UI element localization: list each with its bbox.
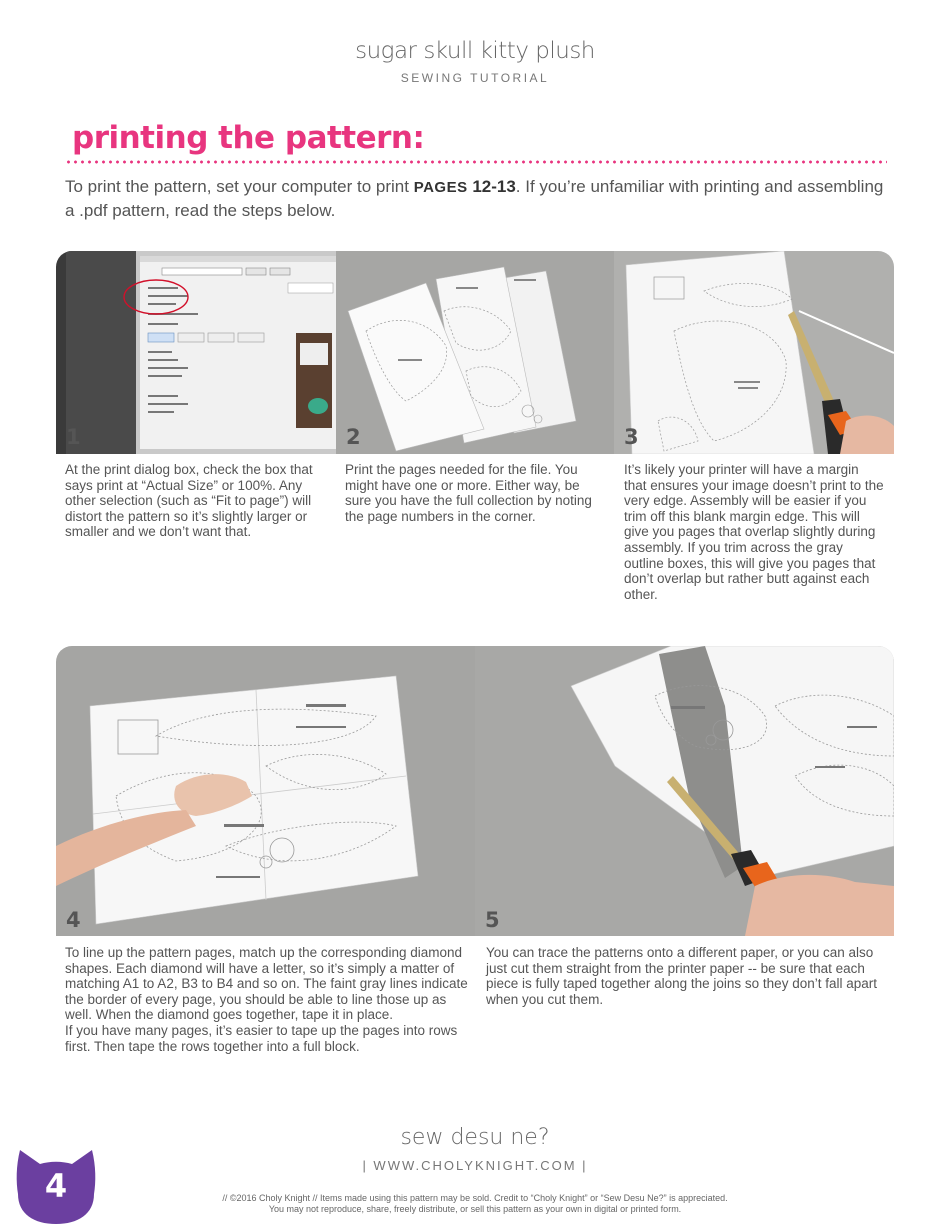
step-5-number: 5 <box>485 908 500 932</box>
photo-row-steps-4-5 <box>56 646 894 936</box>
step-4-caption <box>65 945 470 1054</box>
step-4-caption-text: To line up the pattern pages, match up the corresponding diamond shapes. Each diamond will have a letter, so it’s simply a matter of matching A1 to A2, B3 to B4 and so on. The faint gray lines indicate the border of every page, you should be able to line those up as well. When the diamond goes together, tape it in place. <box>65 945 468 1023</box>
step-4-number: 4 <box>66 908 81 932</box>
trimming-margin-illustration <box>614 251 894 454</box>
footer-url[interactable]: | WWW.CHOLYKNIGHT.COM | <box>362 1158 588 1173</box>
section-title: printing the pattern: <box>72 120 425 156</box>
page-number: 4 <box>44 1167 68 1205</box>
footer-brand: sew desu ne? <box>400 1125 550 1150</box>
step-5-caption: You can trace the patterns onto a different paper, or you can also just cut them straight from the printer paper -- be sure that each piece is fully taped together along the joins so they don’t fall apart when you cut them. <box>486 945 877 1007</box>
intro-paragraph <box>65 175 885 222</box>
step-4-caption-text-2: If you have many pages, it’s easier to tape up the pages into rows first. Then tape the rows together into a full block. <box>65 1022 458 1054</box>
document-title: sugar skull kitty plush <box>355 38 595 64</box>
step-1-number: 1 <box>66 425 81 449</box>
intro-text-after: . If you’re unfamiliar with printing and assembling a .pdf pattern, read the steps below. <box>65 177 884 220</box>
taping-pages-illustration <box>56 646 475 936</box>
print-dialog-illustration <box>56 251 336 454</box>
step-1-caption: At the print dialog box, check the box that says print at “Actual Size” or 100%. Any other selection (such as “Fit to page”) will distort the pattern so it’s slightly larger or smaller and we don’t want that. <box>65 462 313 540</box>
printed-pages-illustration <box>336 251 614 454</box>
step-3-number: 3 <box>624 425 639 449</box>
copyright-line-2: You may not reproduce, share, freely distribute, or sell this pattern as your own in digital or printed form. <box>268 1204 682 1214</box>
footer-copyright <box>0 1193 950 1215</box>
step-3-photo <box>614 251 894 454</box>
step-2-photo <box>336 251 614 454</box>
step-3-caption: It’s likely your printer will have a margin that ensures your image doesn’t print to the very edge. Assembly will be easier if you trim off this blank margin edge. This will give you pages that overlap slightly during assembly. If you trim across the gray outline boxes, this will give you pages that don’t overlap but rather butt against each other. <box>624 462 884 602</box>
document-subtitle: SEWING TUTORIAL <box>400 71 550 85</box>
dotted-divider <box>65 160 887 164</box>
intro-pages-label: PAGES <box>413 179 468 196</box>
step-1-photo <box>56 251 336 454</box>
step-4-photo <box>56 646 475 936</box>
step-5-photo <box>475 646 894 936</box>
step-2-caption: Print the pages needed for the file. You might have one or more. Either way, be sure you have the full collection by noting the page numbers in the corner. <box>345 462 592 524</box>
copyright-line-1: // ©2016 Choly Knight // Items made using this pattern may be sold. Credit to “Choly Knight” or “Sew Desu Ne?” is appreciated. <box>222 1193 728 1203</box>
intro-pages-value: 12-13 <box>467 177 516 196</box>
cutting-pattern-illustration <box>475 646 894 936</box>
step-2-number: 2 <box>346 425 361 449</box>
intro-text-before: To print the pattern, set your computer to print <box>65 177 414 196</box>
photo-row-steps-1-3 <box>56 251 894 454</box>
